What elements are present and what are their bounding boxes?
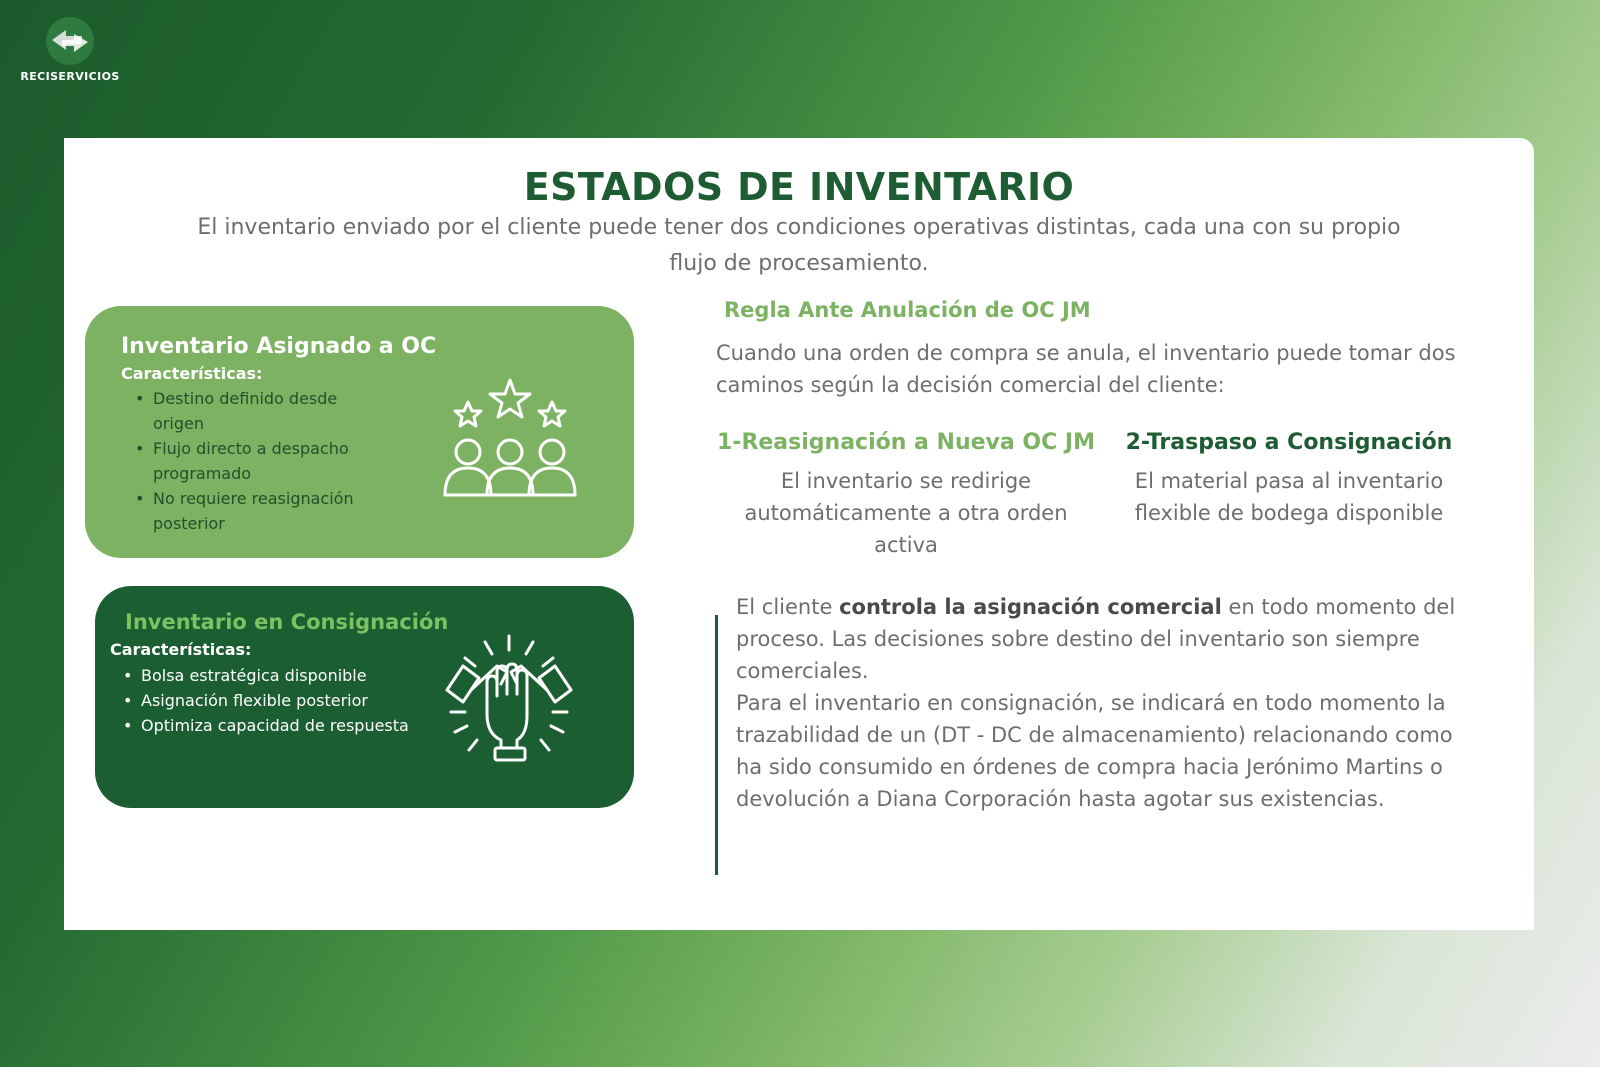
brand-name: RECISERVICIOS [20,70,120,83]
note-block [736,591,1476,815]
assigned-subtitle: Características: [121,364,263,383]
people-stars-icon [441,376,579,500]
assigned-title: Inventario Asignado a OC [121,334,437,359]
assigned-list [133,386,383,536]
note-intro: El cliente [736,595,840,619]
list-item: • Asignación flexible posterior [121,688,421,713]
consignment-inventory-box [95,586,634,808]
recycle-arrows-icon [42,16,98,66]
note-paragraph [736,591,1476,687]
page-title: ESTADOS DE INVENTARIO [523,165,1075,209]
page-subtitle: El inventario enviado por el cliente puede tener dos condiciones operativas distintas, cada una con su propio flujo de procesamiento. [197,215,1401,276]
brand-logo [14,16,126,83]
option-title: 2-Traspaso a Consignación [1125,430,1453,455]
list-item: • Flujo directo a despacho programado [133,436,383,486]
note-rest: en todo momento del proceso. Las decisiones sobre destino del inventario son siempre comerciales. [736,595,1456,683]
consignment-subtitle: Características: [110,640,252,659]
list-item: • No requiere reasignación posterior [133,486,383,536]
consignment-list [121,663,421,738]
note-accent-bar [715,615,718,875]
list-item: • Bolsa estratégica disponible [121,663,421,688]
content-card [64,138,1534,930]
assigned-inventory-box [85,306,634,558]
list-item: • Optimiza capacidad de respuesta [121,713,421,738]
consignment-title: Inventario en Consignación [125,610,449,634]
rule-text: Cuando una orden de compra se anula, el inventario puede tomar dos caminos según la decisión comercial del cliente: [716,341,1456,397]
hands-together-icon [441,632,577,768]
option-title: 1-Reasignación a Nueva OC JM [717,430,1095,455]
list-item: • Destino definido desde origen [133,386,383,436]
option-consignment-transfer [1124,430,1454,529]
rule-title: Regla Ante Anulación de OC JM [724,298,1091,322]
option-reassignment [716,430,1096,561]
note-paragraph-2: Para el inventario en consignación, se indicará en todo momento la trazabilidad de un (DT - DC de almacenamiento) relacionando como ha sido consumido en órdenes de compra hacia Jerónimo Martins o devolución a Diana Corporación hasta agotar sus existencias. [736,691,1453,811]
note-emphasis: controla la asignación comercial [839,595,1222,619]
option-text: El material pasa al inventario flexible de bodega disponible [1134,469,1444,525]
option-text: El inventario se redirige automáticamente a otra orden activa [744,469,1068,557]
